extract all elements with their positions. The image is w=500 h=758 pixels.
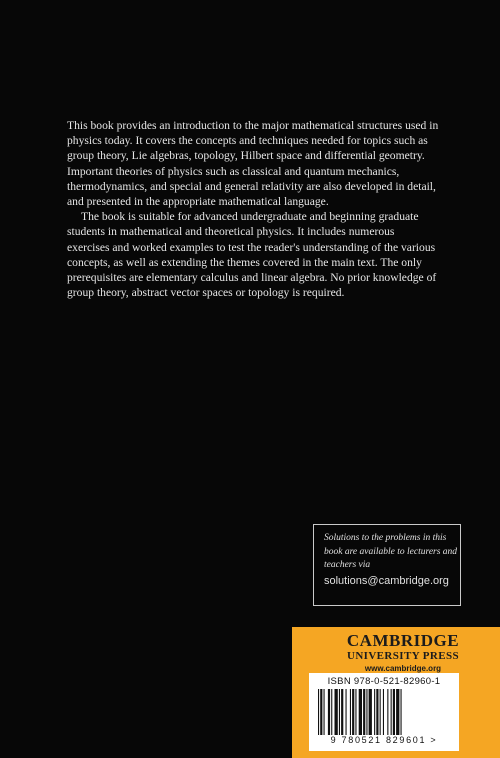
solutions-notice-box (313, 524, 461, 606)
publisher-name: CAMBRIDGE (346, 631, 460, 650)
barcode-panel (309, 673, 459, 751)
isbn-label: ISBN 978-0-521-82960-1 (327, 676, 441, 687)
solutions-email[interactable]: solutions@cambridge.org (324, 574, 449, 587)
barcode-icon (316, 689, 452, 735)
description-paragraph-1: This book provides an introduction to the major mathematical structures used in physics today. It covers the concepts and techniques needed for topics such as group theory, Lie algebras, topology, Hilbert space and differential geometry. Important theories of physics such as classical and quantum mechanics, thermodynamics, and special and general relativity are also developed in detail, and presented in the appropriate mathematical language. (67, 119, 439, 209)
barcode-digits: 9 780521 829601 > (330, 735, 438, 745)
publisher-url[interactable]: www.cambridge.org (364, 664, 442, 673)
description-paragraph-2: The book is suitable for advanced undergraduate and beginning graduate students in mathematical and theoretical physics. It includes numerous exercises and worked examples to test the reader's understanding of the various concepts, as well as extending the themes covered in the main text. The only prerequisites are elementary calculus and linear algebra. No prior knowledge of group theory, abstract vector spaces or topology is required. (67, 210, 437, 300)
publisher-press: UNIVERSITY PRESS (346, 650, 460, 662)
book-description (67, 118, 439, 300)
publisher-logo (338, 632, 468, 674)
solutions-note: Solutions to the problems in this book are available to lecturers and teachers via (324, 533, 458, 570)
